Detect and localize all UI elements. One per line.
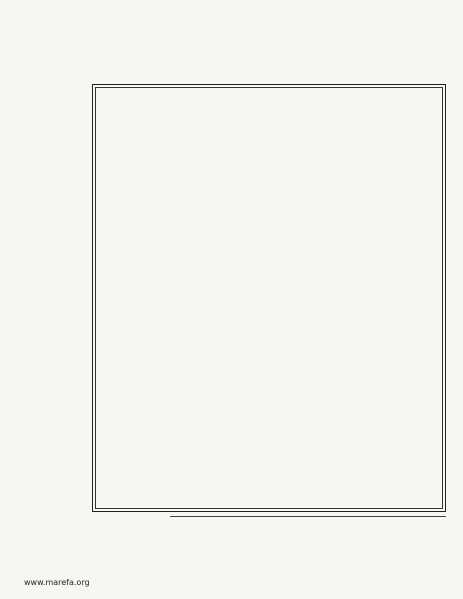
margin-gloss-text: [30, 88, 86, 508]
site-url[interactable]: www.marefa.org: [24, 578, 90, 587]
footnote-separator: [170, 516, 446, 517]
margin-gloss-column: [28, 84, 88, 512]
header-text: [28, 20, 448, 80]
footnotes-text: [28, 518, 448, 570]
main-body-text: [101, 93, 437, 503]
main-text-box: [92, 84, 446, 512]
